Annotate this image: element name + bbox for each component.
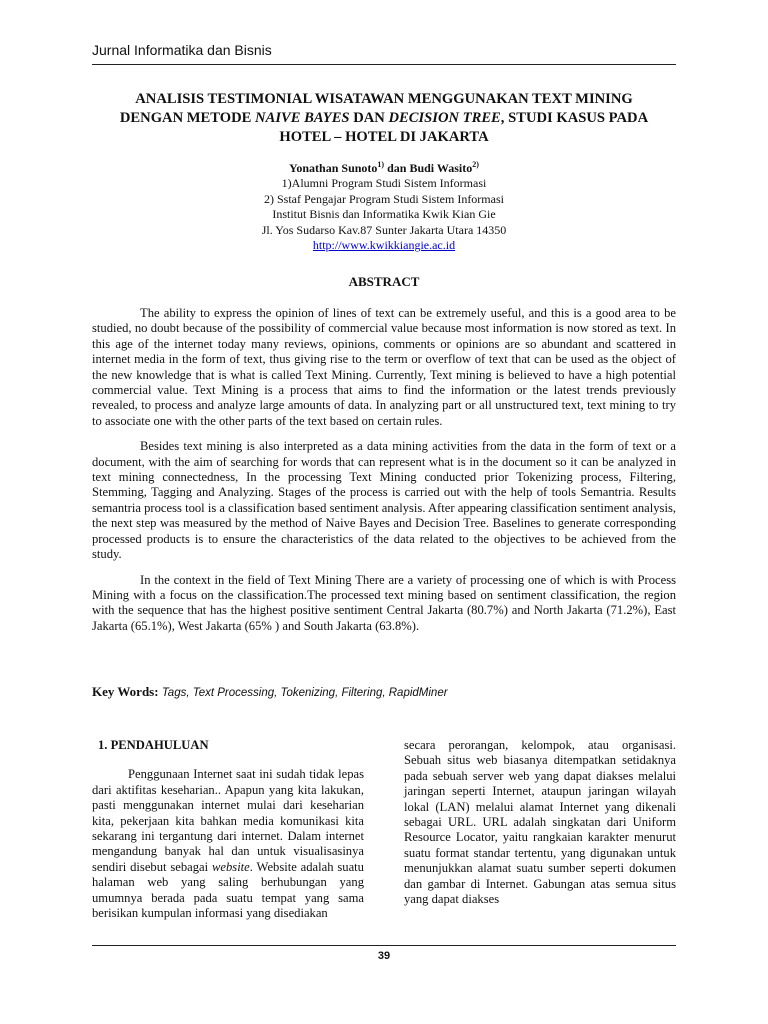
institute-url-link[interactable]: http://www.kwikkiangie.ac.id [312,238,456,253]
footer-rule [92,945,676,946]
author-names [92,157,676,176]
title-line-2-mid: DAN [349,110,389,126]
left-column-paragraph [92,767,364,921]
keywords [92,684,676,700]
address: Jl. Yos Sudarso Kav.87 Sunter Jakarta Utara 14350 [261,222,507,237]
left-column [92,738,364,921]
author-conj: dan [384,161,410,175]
paper-title [92,90,676,147]
author-1-sup: 1) [377,160,385,169]
title-line-2 [92,109,676,128]
abstract-paragraph-1: The ability to express the opinion of lines of text can be extremely useful, and this is a good area to be studied, no doubt because of the possibility of commercial value because most information is now stored as text. In this age of the internet today many reviews, opinions, comments or opinions are so abundant and scattered in internet media in the form of text, thus giving rise to the term or overflow of text that can be used as the object of the new knowledge that is what is called Text Mining. Currently, Text mining is believed to have a high potential commercial value. Text Mining is a process that aims to find the information or the latest trends previously revealed, to process and analyze large amounts of data. In analyzing part or all unstructured text, text mining to try to associate one with the other parts of the text based on certain rules. [92,306,676,428]
institute: Institut Bisnis dan Informatika Kwik Kian Gie [272,207,496,222]
title-naive-bayes: NAIVE BAYES [255,110,350,126]
title-line-3: HOTEL – HOTEL DI JAKARTA [279,129,489,145]
abstract-paragraph-3: In the context in the field of Text Mining There are a variety of processing one of which is with Process Mining with a focus on the classification.The processed text mining based on sentiment classification, the region with the sequence that has the highest positive sentiment Central Jakarta (80.7%) and North Jakarta (71.2%), East Jakarta (65.1%), West Jakarta (65% ) and South Jakarta (63.8%). [92,572,676,633]
author-block [92,157,676,253]
affiliation-1: 1)Alumni Program Studi Sistem Informasi [281,176,487,191]
abstract-paragraph-2: Besides text mining is also interpreted as a data mining activities from the data in the form of text or a document, with the aim of searching for words that can represent what is in the document so it can be analyzed in text mining connectedness, In the processing Text Mining conducted prior Tokenizing process, Filtering, Stemming, Tagging and Analyzing. Stages of the process is carried out with the help of tools Semantria. Results semantria process tool is a classification based sentiment analysis. After appearing classification sentiment analysis, the next step was measured by the method of Naive Bayes and Decision Tree. Baselines to generate corresponding processed products is to ensure the characteristics of the data related to the objectives to be achieved from the study. [92,439,676,562]
page-number: 39 [377,950,391,962]
right-column [404,738,676,907]
title-decision-tree: DECISION TREE [388,110,501,126]
abstract-body [92,306,676,644]
header-rule [92,64,676,65]
right-column-paragraph: secara perorangan, kelompok, atau organisasi. Sebuah situs web biasanya ditempatkan setidaknya pada sebuah server web yang dapat diakses melalui jaringan seperti Internet, ataupun jaringan wilayah lokal (LAN) melalui alamat Internet yang dikenali sebagai URL. URL adalah singkatan dari Uniform Resource Locator, yaitu rangkaian karakter menurut suatu format standar tertentu, yang digunakan untuk menunjukkan alamat suatu sumber seperti dokumen dan gambar di Internet. Gabungan atas semua situs yang dapat diakses [404,738,676,907]
left-text-post: . Website adalah suatu halaman web yang saling berhubungan yang umumnya berada pada suatu tempat yang sama berisikan kumpulan informasi yang disediakan [92,859,364,921]
keywords-value: Tags, Text Processing, Tokenizing, Filtering, RapidMiner [161,687,448,699]
title-line-2-post: , STUDI KASUS PADA [500,110,649,126]
author-2-sup: 2) [472,160,479,169]
section-heading-pendahuluan: 1. PENDAHULUAN [98,738,209,752]
journal-header: Jurnal Informatika dan Bisnis [92,42,272,58]
title-line-1: ANALISIS TESTIMONIAL WISATAWAN MENGGUNAKAN TEXT MINING [135,91,633,107]
abstract-heading: ABSTRACT [348,274,420,289]
title-line-2-pre: DENGAN METODE [119,110,256,126]
left-text-pre: Penggunaan Internet saat ini sudah tidak lepas dari aktifitas keseharian.. Apapun yang kita lakukan, pasti menggunakan internet mulai dari keseharian kita, pekerjaan kita bahkan media komunikasi kita sekarang ini tergantung dari internet. Dalam internet mengandung banyak hal dan untuk visualisasinya sendiri disebut sebagai [92,767,364,874]
author-1: Yonathan Sunoto [289,161,378,175]
author-2: Budi Wasito [409,161,473,175]
keywords-label: Key Words: [92,684,159,699]
affiliation-2: 2) Sstaf Pengajar Program Studi Sistem Informasi [264,191,504,206]
left-text-website: website [212,859,250,874]
